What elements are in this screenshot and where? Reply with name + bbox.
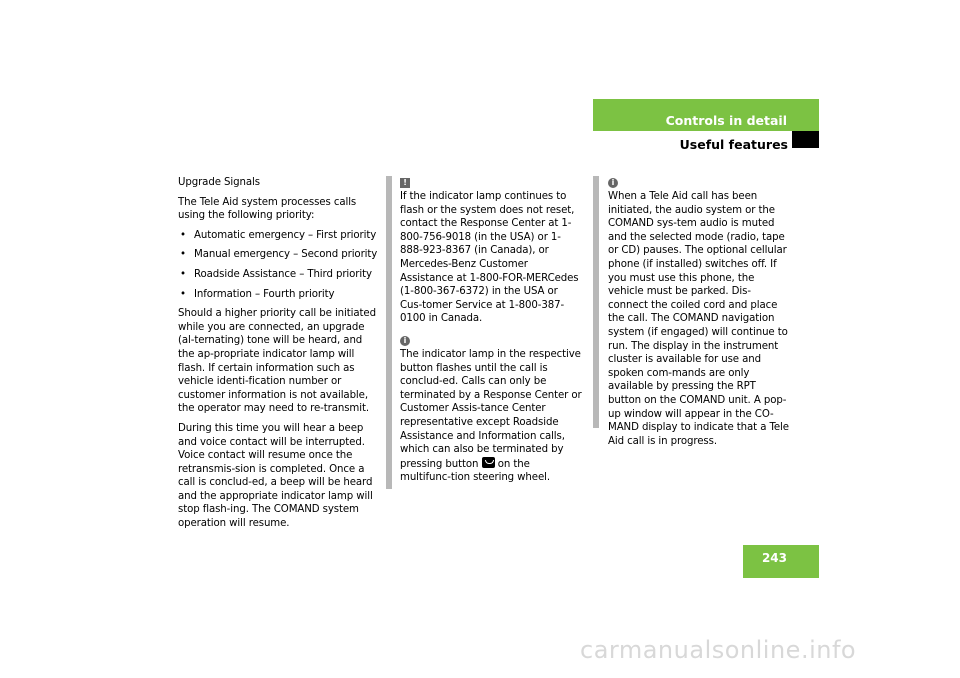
retransmit-paragraph: During this time you will hear a beep and voice contact will be interrupted. Voice contact will resume once the retransmis-sion is completed. Once a call is conclud-ed, a beep will be heard and the appropriate indicator lamp will stop flash-ing. The COMAND system operation will resume.: [178, 422, 373, 530]
tele-aid-info-text: When a Tele Aid call has been initiated, the audio system or the COMAND sys-tem audio is muted and the selected mode (radio, tape or CD) pauses. The optional cellular phone (if installed) switches off. If you must use this phone, the vehicle must be parked. Dis-connect the coiled cord and place the call. The COMAND navigation system (if engaged) will continue to run. The display in the instrument cluster is available for use and spoken com-mands are only available by pressing the RPT button on the COMAND unit. A pop-up window will appear in the CO-MAND display to indicate that a Tele Aid call is in progress.: [608, 191, 789, 447]
info-note-right: [608, 176, 790, 448]
note-sidebar-bar: [386, 176, 392, 489]
subsection-title: Useful features: [679, 137, 788, 152]
upgrade-signals-heading: Upgrade Signals: [178, 177, 260, 188]
list-item: • Manual emergency – Second priority: [178, 248, 378, 262]
end-call-button-icon: [482, 457, 495, 468]
warning-note: [400, 176, 582, 326]
section-title: Controls in detail: [665, 113, 787, 128]
info-note: [400, 334, 582, 485]
info-text-start: The indicator lamp in the respective button flashes until the call is conclud-ed. Calls can only be terminated by a Response Center or Customer Assis-tance Center representative except Roadside Assistance and Information calls, which can also be terminated by pressing button: [400, 348, 582, 470]
info-icon: i: [608, 178, 618, 188]
watermark: carmanualsonline.info: [580, 636, 857, 664]
warning-icon: !: [400, 178, 410, 188]
info-text-end: on the multifunc-tion steering wheel.: [400, 458, 550, 484]
warning-text: If the indicator lamp continues to flash or the system does not reset, contact the Response Center at 1-800-756-9018 (in the USA) or 1-888-923-8367 (in Canada), or Mercedes-Benz Customer Assistance at 1-800-FOR-MERCedes (1-800-367-6372) in the USA or Cus-tomer Service at 1-800-387-0100 in Canada.: [400, 191, 579, 325]
list-item: • Automatic emergency – First priority: [178, 229, 378, 243]
note-sidebar-bar-right: [593, 176, 599, 428]
upgrade-paragraph: Should a higher priority call be initiated while you are connected, an upgrade (al-ternating) tone will be heard, and the ap-propriate indicator lamp will flash. If certain information such as vehicle identi-fication number or customer information is not available, the operator may need to re-transmit.: [178, 308, 376, 415]
notes-column: [400, 176, 582, 493]
header-black-tab: [792, 131, 819, 148]
list-item: • Information – Fourth priority: [178, 288, 378, 302]
list-item: • Roadside Assistance – Third priority: [178, 268, 378, 282]
page-number: 243: [761, 551, 787, 565]
priority-list: [178, 229, 378, 301]
info-text: [400, 348, 582, 485]
main-column: [178, 176, 378, 537]
priority-intro: The Tele Aid system processes calls using the following priority:: [178, 196, 357, 222]
page-number-box: [743, 545, 819, 578]
right-notes-column: [608, 176, 790, 456]
info-icon: i: [400, 336, 410, 346]
